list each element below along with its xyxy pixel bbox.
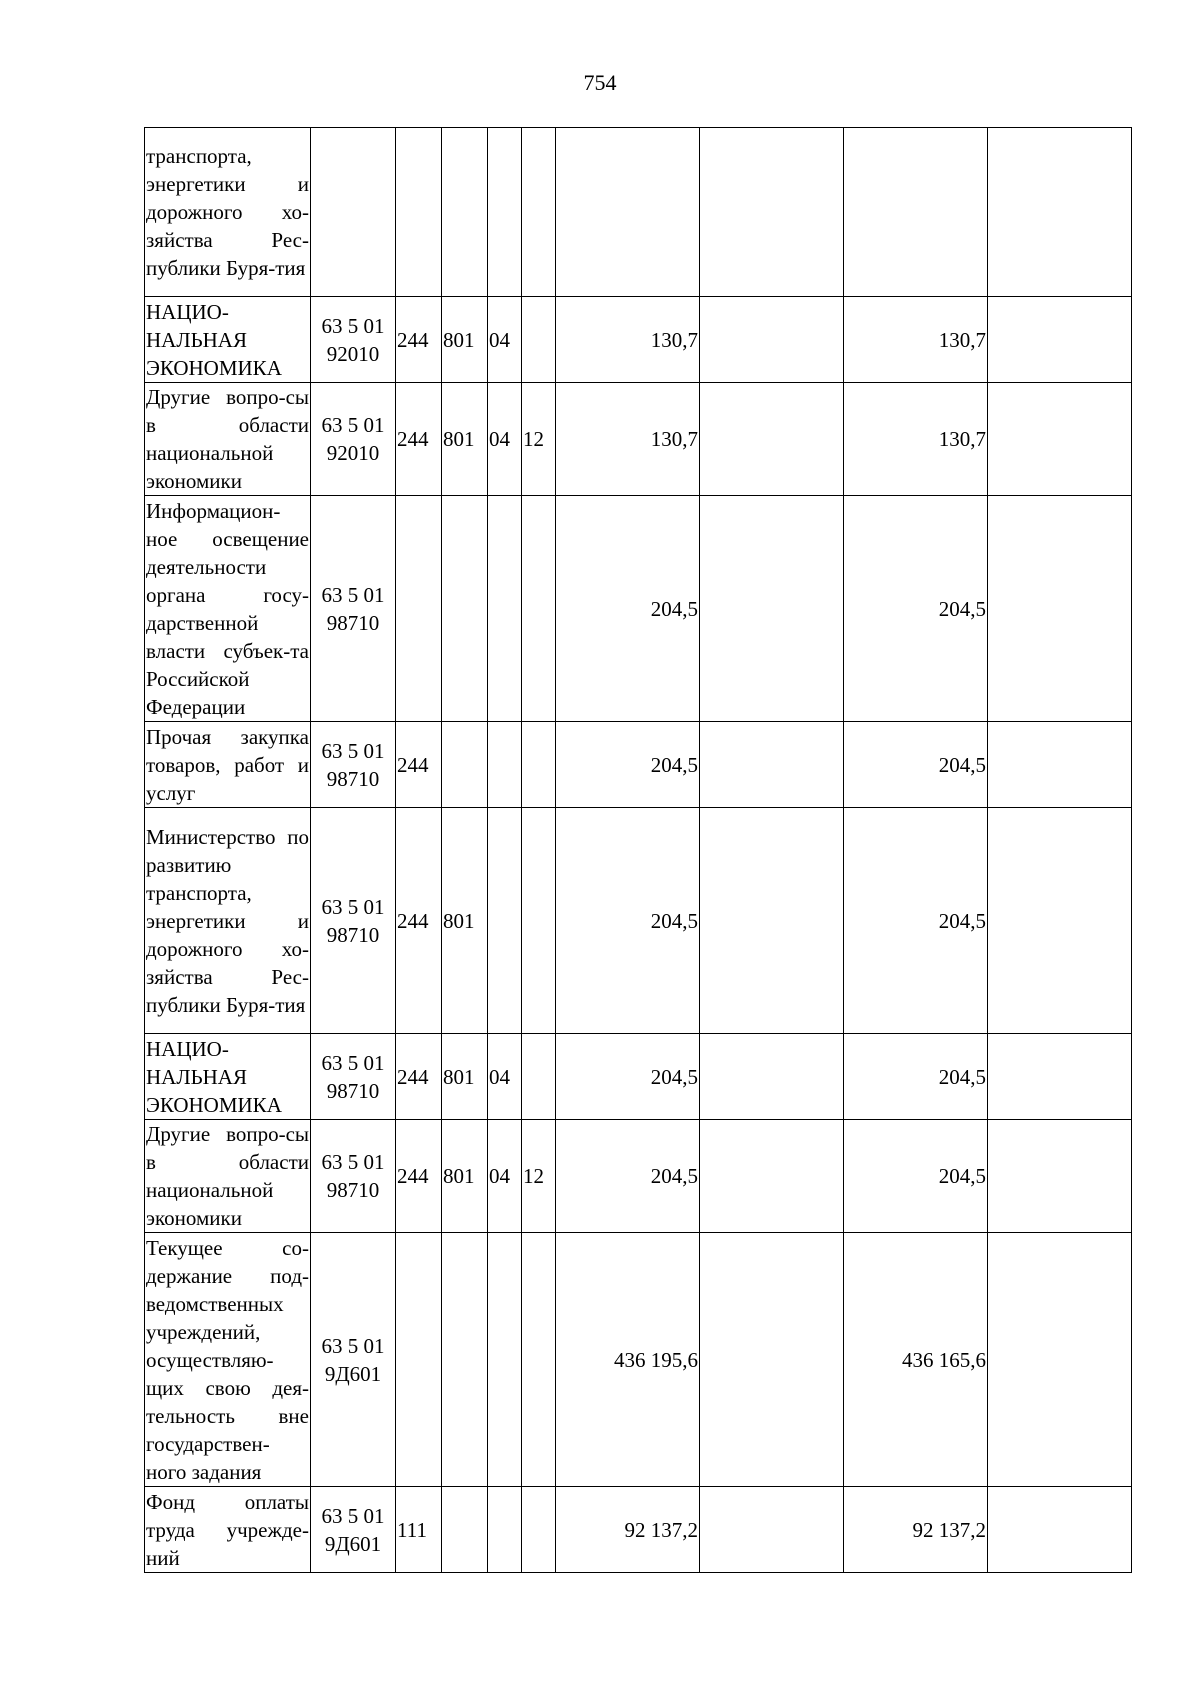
- cell-subsection: [522, 297, 556, 383]
- cell-subsection: [522, 1233, 556, 1487]
- cell-amount-1: 204,5: [556, 1034, 700, 1120]
- table-row: [145, 722, 1132, 808]
- cell-amount-4: [988, 1487, 1132, 1573]
- cell-amount-2: [700, 808, 844, 1034]
- cell-amount-4: [988, 297, 1132, 383]
- cell-ministry-code: [442, 128, 488, 297]
- cell-amount-3: 436 165,6: [844, 1233, 988, 1487]
- cell-target-code: 63 5 01 92010: [311, 297, 396, 383]
- cell-target-code: 63 5 01 92010: [311, 383, 396, 496]
- cell-amount-2: [700, 722, 844, 808]
- cell-amount-1: 204,5: [556, 808, 700, 1034]
- cell-amount-4: [988, 383, 1132, 496]
- cell-ministry-code: [442, 496, 488, 722]
- cell-section: [488, 722, 522, 808]
- table-row: [145, 1034, 1132, 1120]
- cell-expense-type: 244: [396, 722, 442, 808]
- cell-name: Информацион-ное освещение деятельности органа госу-дарственной власти субъек-та Российской Федерации: [145, 496, 311, 722]
- cell-expense-type: 244: [396, 1120, 442, 1233]
- cell-target-code: 63 5 01 98710: [311, 808, 396, 1034]
- cell-amount-2: [700, 1487, 844, 1573]
- cell-section: 04: [488, 1120, 522, 1233]
- budget-table: [144, 127, 1132, 1573]
- table-row: [145, 1233, 1132, 1487]
- cell-section: [488, 128, 522, 297]
- table-body: [145, 128, 1132, 1573]
- cell-amount-1: 92 137,2: [556, 1487, 700, 1573]
- cell-expense-type: [396, 1233, 442, 1487]
- cell-ministry-code: 801: [442, 1120, 488, 1233]
- cell-subsection: 12: [522, 383, 556, 496]
- cell-subsection: 12: [522, 1120, 556, 1233]
- cell-amount-4: [988, 496, 1132, 722]
- cell-amount-3: [844, 128, 988, 297]
- cell-amount-1: 436 195,6: [556, 1233, 700, 1487]
- cell-amount-3: 204,5: [844, 1034, 988, 1120]
- cell-ministry-code: [442, 722, 488, 808]
- cell-section: [488, 1233, 522, 1487]
- cell-amount-4: [988, 1034, 1132, 1120]
- cell-amount-3: 204,5: [844, 1120, 988, 1233]
- cell-subsection: [522, 808, 556, 1034]
- cell-amount-1: 204,5: [556, 722, 700, 808]
- cell-amount-3: 204,5: [844, 496, 988, 722]
- cell-amount-2: [700, 496, 844, 722]
- table-row: [145, 297, 1132, 383]
- cell-target-code: [311, 128, 396, 297]
- table-row: [145, 808, 1132, 1034]
- cell-amount-1: 130,7: [556, 297, 700, 383]
- table-row: [145, 496, 1132, 722]
- cell-expense-type: 244: [396, 1034, 442, 1120]
- cell-amount-1: [556, 128, 700, 297]
- cell-subsection: [522, 496, 556, 722]
- cell-amount-3: 130,7: [844, 383, 988, 496]
- cell-ministry-code: 801: [442, 1034, 488, 1120]
- cell-target-code: 63 5 01 98710: [311, 1034, 396, 1120]
- cell-amount-2: [700, 1034, 844, 1120]
- cell-target-code: 63 5 01 9Д601: [311, 1487, 396, 1573]
- cell-section: [488, 496, 522, 722]
- cell-amount-3: 130,7: [844, 297, 988, 383]
- cell-target-code: 63 5 01 98710: [311, 722, 396, 808]
- cell-expense-type: 244: [396, 383, 442, 496]
- cell-name: транспорта, энергетики и дорожного хо-зяйства Рес-публики Буря-тия: [145, 128, 311, 297]
- cell-amount-3: 92 137,2: [844, 1487, 988, 1573]
- cell-amount-4: [988, 1233, 1132, 1487]
- cell-amount-2: [700, 128, 844, 297]
- cell-amount-4: [988, 808, 1132, 1034]
- cell-amount-4: [988, 1120, 1132, 1233]
- cell-amount-3: 204,5: [844, 808, 988, 1034]
- cell-ministry-code: 801: [442, 383, 488, 496]
- cell-name: Фонд оплаты труда учрежде-ний: [145, 1487, 311, 1573]
- cell-section: 04: [488, 383, 522, 496]
- cell-expense-type: 244: [396, 297, 442, 383]
- cell-name: Другие вопро-сы в области национальной экономики: [145, 1120, 311, 1233]
- cell-amount-2: [700, 383, 844, 496]
- cell-target-code: 63 5 01 98710: [311, 1120, 396, 1233]
- cell-amount-1: 204,5: [556, 1120, 700, 1233]
- cell-amount-4: [988, 128, 1132, 297]
- table-row: [145, 1487, 1132, 1573]
- cell-subsection: [522, 722, 556, 808]
- table-row: [145, 128, 1132, 297]
- cell-section: [488, 1487, 522, 1573]
- table-row: [145, 383, 1132, 496]
- cell-subsection: [522, 128, 556, 297]
- cell-amount-2: [700, 1233, 844, 1487]
- cell-expense-type: [396, 496, 442, 722]
- cell-name: Министерство по развитию транспорта, энергетики и дорожного хо-зяйства Рес-публики Буря-тия: [145, 808, 311, 1034]
- cell-section: 04: [488, 1034, 522, 1120]
- cell-section: [488, 808, 522, 1034]
- cell-amount-2: [700, 1120, 844, 1233]
- cell-target-code: 63 5 01 98710: [311, 496, 396, 722]
- table-row: [145, 1120, 1132, 1233]
- cell-name: НАЦИО-НАЛЬНАЯ ЭКОНОМИКА: [145, 1034, 311, 1120]
- cell-amount-1: 204,5: [556, 496, 700, 722]
- cell-expense-type: 111: [396, 1487, 442, 1573]
- cell-ministry-code: [442, 1487, 488, 1573]
- cell-amount-4: [988, 722, 1132, 808]
- cell-ministry-code: 801: [442, 297, 488, 383]
- cell-amount-2: [700, 297, 844, 383]
- cell-expense-type: 244: [396, 808, 442, 1034]
- cell-name: Прочая закупка товаров, работ и услуг: [145, 722, 311, 808]
- cell-name: Текущее со-держание под-ведомственных учреждений, осуществляю-щих свою дея-тельность вне государствен-ного задания: [145, 1233, 311, 1487]
- cell-subsection: [522, 1487, 556, 1573]
- cell-expense-type: [396, 128, 442, 297]
- cell-name: Другие вопро-сы в области национальной экономики: [145, 383, 311, 496]
- cell-name: НАЦИО-НАЛЬНАЯ ЭКОНОМИКА: [145, 297, 311, 383]
- page-number: 754: [583, 70, 617, 95]
- cell-subsection: [522, 1034, 556, 1120]
- cell-amount-1: 130,7: [556, 383, 700, 496]
- cell-ministry-code: [442, 1233, 488, 1487]
- cell-ministry-code: 801: [442, 808, 488, 1034]
- cell-section: 04: [488, 297, 522, 383]
- cell-target-code: 63 5 01 9Д601: [311, 1233, 396, 1487]
- cell-amount-3: 204,5: [844, 722, 988, 808]
